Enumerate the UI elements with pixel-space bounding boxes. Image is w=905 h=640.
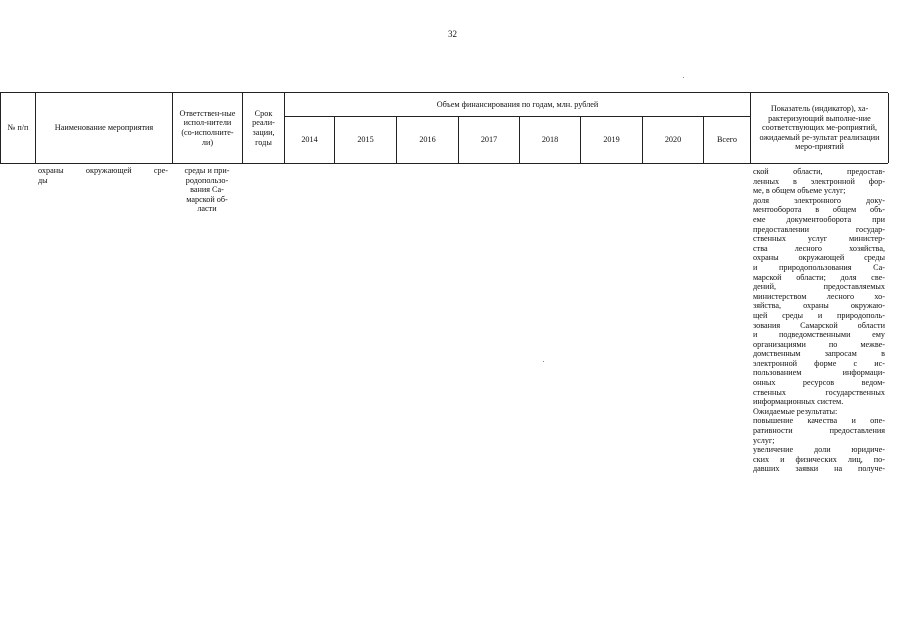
row-responsible-line-3: вания Са- [190, 185, 224, 195]
row-name [38, 166, 168, 185]
indicator-line: повышение качества и опе- [753, 416, 885, 426]
header-years-row [285, 117, 751, 163]
header-num: № п/п [1, 93, 36, 163]
indicator-line: марской области; доля све- [753, 272, 885, 282]
scan-speck [683, 77, 684, 78]
indicator-line: ской области, предостав- [753, 167, 885, 176]
scan-speck [543, 361, 544, 362]
indicator-line: ме, в общем объеме услуг; [753, 186, 846, 196]
indicator-line: и природопользования Са- [753, 262, 885, 272]
header-year-2014: 2014 [285, 117, 335, 163]
indicator-line: ленных в электронной фор- [753, 176, 885, 186]
indicator-line: ства лесного хозяйства, [753, 243, 885, 253]
row-responsible-line-2: родопользо- [185, 175, 229, 185]
indicator-line: электронной форме с ис- [753, 358, 885, 368]
header-period: Срок реали-зации, годы [243, 93, 285, 163]
header-year-2020: 2020 [643, 117, 704, 163]
indicator-line: Ожидаемые результаты: [753, 406, 838, 416]
table-header [0, 92, 888, 164]
indicator-line: давших заявки на получе- [753, 464, 885, 474]
row-responsible-line-1: среды и при- [184, 166, 230, 175]
indicator-line: онных ресурсов ведом- [753, 378, 885, 388]
indicator-line: и подведомственными ему [753, 330, 885, 340]
row-responsible-line-5: ласти [197, 204, 217, 214]
header-year-2016: 2016 [397, 117, 459, 163]
indicator-line: еме документооборота при [753, 214, 885, 224]
indicator-line: домственным запросам в [753, 349, 885, 359]
header-indicator: Показатель (индикатор), ха-рактеризующий выполне-ние соответствующих ме-роприятий, ожидаемый ре-зультат реализации меро-приятий [751, 93, 889, 163]
header-year-2015: 2015 [335, 117, 397, 163]
header-financing-title: Объем финансирования по годам, млн. рублей [285, 93, 751, 117]
indicator-line: ративности предоставления [753, 426, 885, 436]
page-number: 32 [448, 29, 457, 39]
indicator-line: услуг; [753, 435, 775, 445]
indicator-line: дений, предоставляемых [753, 282, 885, 292]
row-indicator [753, 167, 885, 474]
row-responsible [172, 166, 242, 214]
indicator-line: зования Самарской области [753, 320, 885, 330]
indicator-line: организациями по межве- [753, 339, 885, 349]
indicator-line: ственных услуг министер- [753, 234, 885, 244]
indicator-line: ских и физических лиц, по- [753, 454, 885, 464]
indicator-line: доля электронного доку- [753, 195, 885, 205]
indicator-line: ственных государственных [753, 387, 885, 397]
header-year-2019: 2019 [581, 117, 643, 163]
header-name: Наименование мероприятия [36, 93, 173, 163]
header-year-2018: 2018 [520, 117, 581, 163]
indicator-line: предоставлении государ- [753, 224, 885, 234]
indicator-line: охраны окружающей среды [753, 253, 885, 263]
indicator-line: увеличение доли юридиче- [753, 445, 885, 455]
indicator-line: щей среды и природополь- [753, 310, 885, 320]
indicator-line: зяйства, охраны окружаю- [753, 301, 885, 311]
indicator-line: информационных систем. [753, 397, 844, 407]
indicator-line: пользованием информаци- [753, 368, 885, 378]
indicator-line: ментооборота в общем объ- [753, 205, 885, 215]
row-responsible-line-4: марской об- [186, 194, 228, 204]
indicator-line: министерством лесного хо- [753, 291, 885, 301]
row-name-line-1: охраны окружающей сре- [38, 166, 168, 175]
header-year-2017: 2017 [459, 117, 520, 163]
header-total: Всего [704, 117, 751, 163]
header-responsible: Ответствен-ные испол-нители (со-исполните-ли) [173, 93, 243, 163]
row-name-line-2: ды [38, 175, 48, 185]
